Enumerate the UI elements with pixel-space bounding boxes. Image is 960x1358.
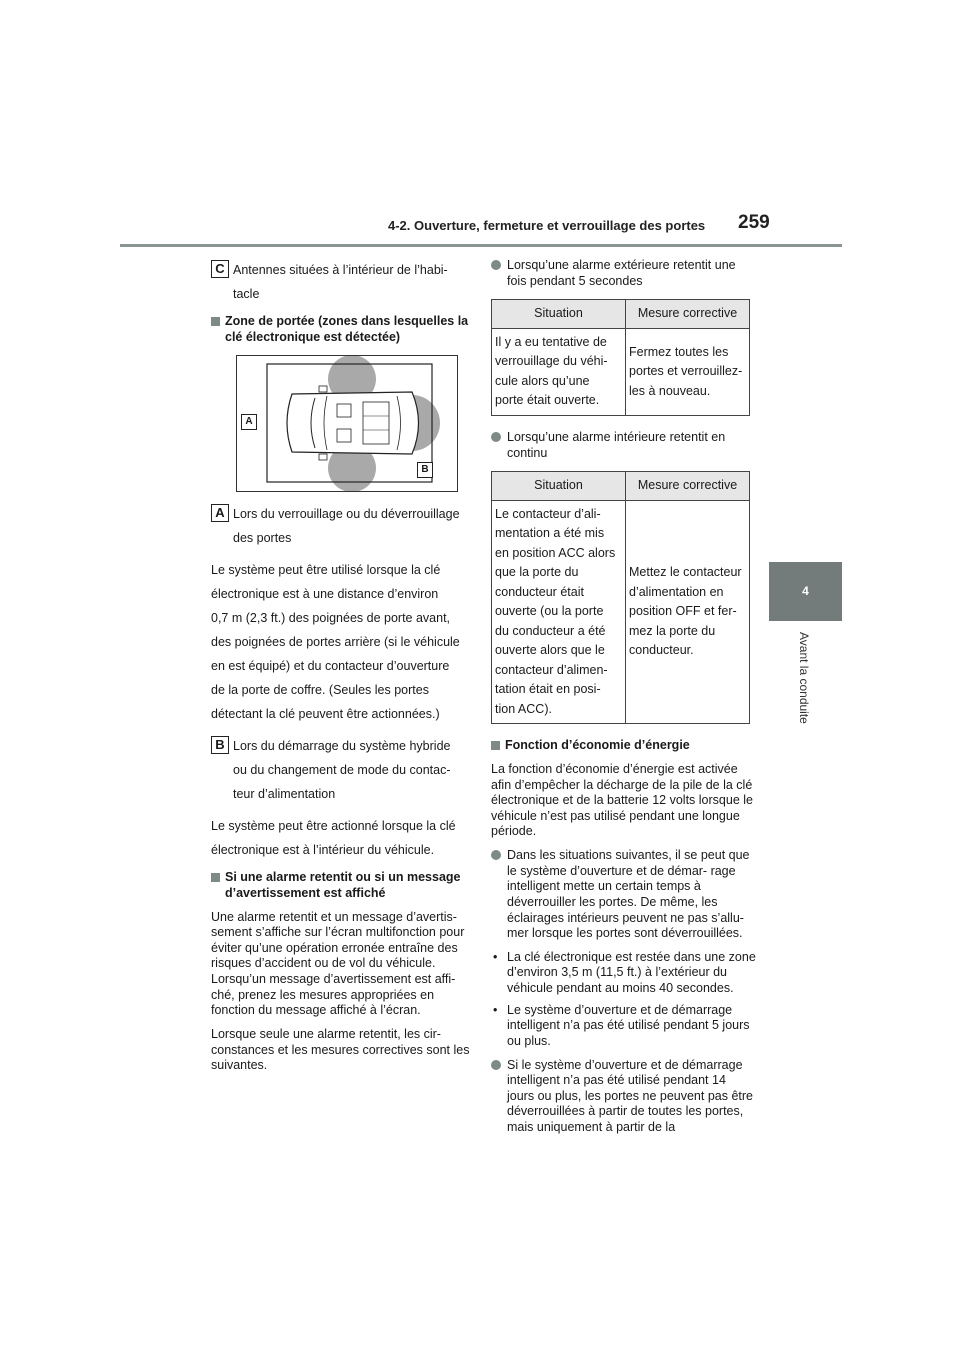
cell-line: ouverte (ou la porte	[495, 604, 604, 619]
callout-c-line-1: Antennes situées à l’intérieur de l’habi-	[233, 263, 448, 277]
callout-b-line-2: ou du changement de mode du contac-	[233, 763, 451, 778]
diagram-label-b: B	[417, 462, 433, 478]
round-bullet-icon	[491, 260, 501, 270]
square-bullet-icon	[211, 873, 220, 882]
heading-energy	[491, 738, 756, 754]
sub-item-key-zone	[491, 950, 756, 997]
table-interior-alarm	[491, 471, 750, 724]
paragraph-energy: La fonction d’économie d’énergie est activée afin d’empêcher la décharge de la pile de la clé électronique et de la batterie 12 volts lorsque le véhicule n’est pas utilisé pendant une longue période.	[491, 761, 753, 839]
diagram-label-a: A	[241, 414, 257, 430]
cell-line: portes et verrouillez-	[629, 364, 743, 379]
table-cell-situation	[492, 500, 626, 724]
dot-bullet-icon: •	[493, 949, 498, 964]
paragraph-alarm-2: Lorsque seule une alarme retentit, les cir- constances et les mesures correctives sont les suivantes.	[211, 1026, 470, 1073]
callout-a-line-1: Lors du verrouillage ou du déverrouillage	[233, 507, 460, 522]
bullet-interior-alarm	[491, 430, 756, 461]
bullet-interior-alarm-text: Lorsqu’une alarme intérieure retentit en continu	[507, 429, 726, 460]
cell-line: tation était en posi-	[495, 682, 601, 697]
table-header-measure: Mesure corrective	[626, 472, 750, 501]
paragraph-alarm: Une alarme retentit et un message d’avertis- sement s’affiche sur l’écran multifonction pour éviter qu’une opération erronée entraîne des risques d’accident ou de vol du véhicule. Lorsqu’un message d’avertissement est affi- ché, prenez les mesures appropriées en fonction du message affiché à l’écran.	[211, 909, 465, 1018]
table-header-measure: Mesure corrective	[626, 300, 750, 329]
square-bullet-icon	[211, 317, 220, 326]
paragraph-range-line: en est équipé) et du contacteur d’ouverture	[211, 659, 450, 674]
cell-line: verrouillage du véhi-	[495, 354, 608, 369]
car-body	[287, 392, 419, 454]
heading-alarm-text: Si une alarme retentit ou si un message d’avertissement est affiché	[225, 870, 461, 900]
callout-b	[211, 734, 471, 806]
paragraph-range	[211, 558, 471, 726]
round-bullet-icon	[491, 1060, 501, 1070]
seat-front-left	[337, 404, 351, 417]
page-number: 259	[738, 212, 770, 233]
paragraph-range-line: 0,7 m (2,3 ft.) des poignées de porte avant,	[211, 611, 451, 626]
left-column	[211, 258, 471, 1082]
right-column	[491, 258, 756, 1144]
cell-line: Mettez le contacteur	[629, 565, 742, 580]
bullet-situations	[491, 848, 756, 942]
table-cell-situation	[492, 328, 626, 415]
callout-c-line-2: tacle	[233, 287, 260, 301]
cell-line: mez la porte du	[629, 623, 716, 638]
paragraph-range-line: électronique est à une distance d’environ	[211, 587, 439, 602]
heading-zone-text: Zone de portée (zones dans lesquelles la clé électronique est détectée)	[225, 314, 469, 344]
heading-zone	[211, 314, 471, 345]
round-bullet-icon	[491, 432, 501, 442]
paragraph-range-line: Le système peut être utilisé lorsque la clé	[211, 563, 441, 578]
cell-line: ouverte alors que le	[495, 643, 605, 658]
rear-bench	[363, 402, 389, 444]
cell-line: que la porte du	[495, 565, 579, 580]
table-header-situation: Situation	[492, 300, 626, 329]
sub-item-key-zone-text: La clé électronique est restée dans une zone d’environ 3,5 m (11,5 ft.) à l’extérieur du véhicule pendant au moins 40 secondes.	[507, 949, 756, 995]
round-bullet-icon	[491, 850, 501, 860]
paragraph-hybrid	[211, 814, 471, 862]
paragraph-hybrid-line: électronique est à l’intérieur du véhicule.	[211, 843, 435, 858]
bullet-14-days	[491, 1058, 756, 1136]
bullet-14-days-text: Si le système d’ouverture et de démarrage intelligent n’a pas été utilisé pendant 14 jours ou plus, les portes ne peuvent pas être déverrouillées à partir de toutes les portes, mais uniquement à partir de la	[507, 1057, 753, 1134]
table-cell-measure	[626, 500, 750, 724]
cell-line: Fermez toutes les	[629, 344, 729, 359]
cell-line: d’alimentation en	[629, 584, 724, 599]
cell-line: cule alors qu’une	[495, 373, 590, 388]
chapter-label-text: Avant la conduite	[797, 632, 811, 724]
heading-energy-text: Fonction d’économie d’énergie	[505, 738, 690, 753]
square-bullet-icon	[491, 741, 500, 750]
callout-a-line-2: des portes	[233, 531, 292, 546]
table-row	[492, 500, 750, 724]
chapter-label	[795, 632, 815, 742]
callout-b-letter: B	[211, 736, 229, 754]
cell-line: contacteur d’alimen-	[495, 662, 608, 677]
bullet-exterior-alarm	[491, 258, 756, 289]
cell-line: tion ACC).	[495, 701, 552, 716]
callout-c-letter: C	[211, 260, 229, 278]
sub-item-5-days	[491, 1003, 756, 1050]
callout-b-line-3: teur d’alimentation	[233, 787, 336, 802]
bullet-exterior-alarm-text: Lorsqu’une alarme extérieure retentit une fois pendant 5 secondes	[507, 258, 736, 288]
cell-line: conducteur.	[629, 643, 694, 658]
paragraph-hybrid-line: Le système peut être actionné lorsque la clé	[211, 819, 456, 834]
callout-c	[211, 258, 471, 306]
chapter-tab	[769, 562, 842, 621]
cell-line: les à nouveau.	[629, 383, 711, 398]
heading-alarm	[211, 870, 471, 901]
cell-line: mentation a été mis	[495, 526, 605, 541]
paragraph-range-line: de la porte de coffre. (Seules les portes	[211, 683, 429, 698]
cell-line: Il y a eu tentative de	[495, 334, 607, 349]
callout-a-letter: A	[211, 504, 229, 522]
section-title: 4-2. Ouverture, fermeture et verrouillage des portes	[388, 218, 706, 233]
callout-b-line-1: Lors du démarrage du système hybride	[233, 739, 451, 754]
cell-line: conducteur était	[495, 584, 584, 599]
cell-line: en position ACC alors	[495, 545, 616, 560]
table-exterior-alarm	[491, 299, 750, 416]
mirror-left	[319, 386, 327, 392]
table-header-situation: Situation	[492, 472, 626, 501]
cell-line: du conducteur a été	[495, 623, 606, 638]
dot-bullet-icon: •	[493, 1002, 498, 1017]
callout-a	[211, 502, 471, 550]
cell-line: Le contacteur d’ali-	[495, 506, 601, 521]
cell-line: position OFF et fer-	[629, 604, 737, 619]
paragraph-range-line: détectant la clé peuvent être actionnées.)	[211, 707, 440, 722]
seat-front-right	[337, 429, 351, 442]
table-row	[492, 328, 750, 415]
mirror-right	[319, 454, 327, 460]
header-rule	[120, 244, 842, 247]
bullet-situations-text: Dans les situations suivantes, il se peut que le système d’ouverture et de démar- rage intelligent mette un certain temps à déverrouiller les portes. De même, les éclairages intérieurs peuvent ne pas s’allu- mer lorsque les portes sont déverrouillées.	[507, 848, 750, 941]
cell-line: porte était ouverte.	[495, 393, 600, 408]
table-cell-measure	[626, 328, 750, 415]
range-diagram	[236, 355, 458, 492]
chapter-number: 4	[802, 584, 809, 598]
paragraph-range-line: des poignées de portes arrière (si le véhicule	[211, 635, 460, 650]
sub-item-5-days-text: Le système d’ouverture et de démarrage intelligent n’a pas été utilisé pendant 5 jours ou plus.	[507, 1002, 750, 1048]
